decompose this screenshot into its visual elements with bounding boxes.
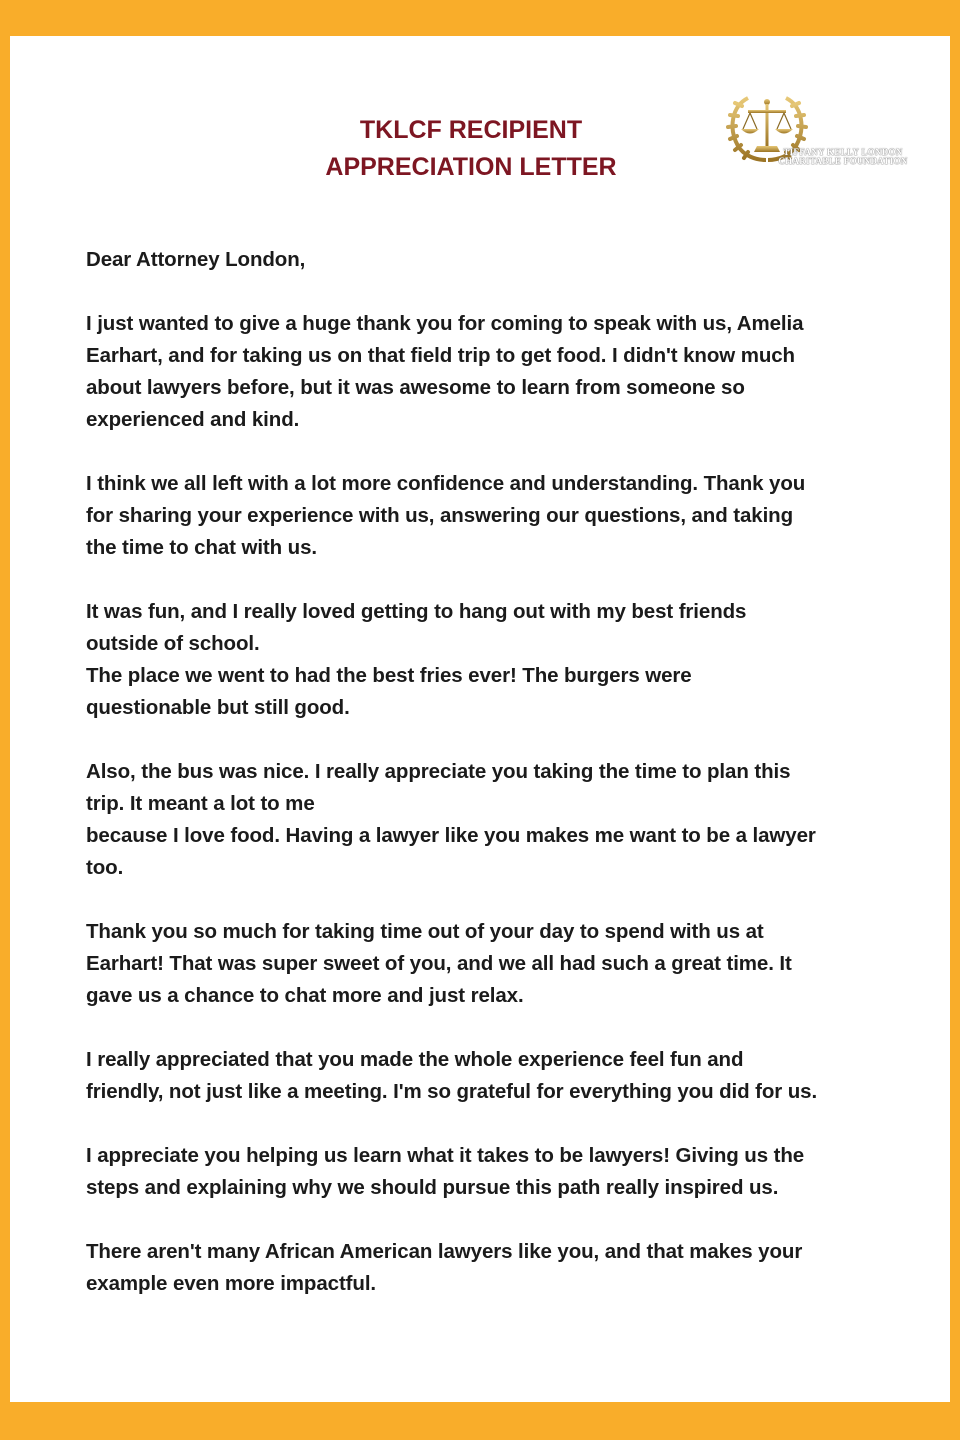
title-line-2: APPRECIATION LETTER <box>325 153 617 181</box>
paragraph-line: outside of school. <box>86 632 260 655</box>
paragraph-8 <box>86 1236 886 1300</box>
paragraph-line: I appreciate you helping us learn what it takes to be lawyers! Giving us the <box>86 1144 805 1167</box>
paragraph-line: Also, the bus was nice. I really appreciate you taking the time to plan this <box>86 760 791 783</box>
paragraph-7 <box>86 1140 886 1204</box>
paragraph-line: because I love food. Having a lawyer like you makes me want to be a lawyer <box>86 824 816 847</box>
logo-text <box>758 148 928 166</box>
paragraph-6 <box>86 1044 886 1108</box>
paragraph-2 <box>86 468 886 564</box>
paragraph-5 <box>86 916 886 1012</box>
paragraph-line: the time to chat with us. <box>86 536 317 559</box>
paragraph-line: too. <box>86 856 124 879</box>
salutation: Dear Attorney London, <box>86 248 306 271</box>
paragraph-line: The place we went to had the best fries ever! The burgers were <box>86 664 692 687</box>
paragraph-1 <box>86 308 886 436</box>
paragraph-line: I really appreciated that you made the whole experience feel fun and <box>86 1048 744 1071</box>
paragraph-line: questionable but still good. <box>86 696 350 719</box>
paragraph-line: steps and explaining why we should pursue this path really inspired us. <box>86 1176 779 1199</box>
foundation-logo <box>722 84 922 184</box>
paragraph-line: Thank you so much for taking time out of your day to spend with us at <box>86 920 764 943</box>
paragraph-line: about lawyers before, but it was awesome to learn from someone so <box>86 376 745 399</box>
letter-page <box>10 36 950 1402</box>
paragraph-line: friendly, not just like a meeting. I'm so grateful for everything you did for us. <box>86 1080 818 1103</box>
paragraph-line: It was fun, and I really loved getting to hang out with my best friends <box>86 600 747 623</box>
logo-text-line-2: CHARITABLE FOUNDATION <box>778 156 908 166</box>
paragraph-4 <box>86 756 886 884</box>
paragraph-line: for sharing your experience with us, answering our questions, and taking <box>86 504 794 527</box>
paragraph-line: I just wanted to give a huge thank you for coming to speak with us, Amelia <box>86 312 804 335</box>
paragraph-line: gave us a chance to chat more and just relax. <box>86 984 524 1007</box>
paragraph-line: There aren't many African American lawyers like you, and that makes your <box>86 1240 803 1263</box>
paragraph-line: I think we all left with a lot more confidence and understanding. Thank you <box>86 472 806 495</box>
paragraph-line: Earhart, and for taking us on that field trip to get food. I didn't know much <box>86 344 795 367</box>
title-line-1: TKLCF RECIPIENT <box>359 116 583 144</box>
paragraph-3 <box>86 596 886 724</box>
logo-text-line-1: TIFFANY KELLY LONDON <box>783 147 903 157</box>
paragraph-line: trip. It meant a lot to me <box>86 792 315 815</box>
paragraph-line: Earhart! That was super sweet of you, and we all had such a great time. It <box>86 952 792 975</box>
paragraph-line: experienced and kind. <box>86 408 300 431</box>
letter-body <box>86 244 886 1332</box>
paragraph-line: example even more impactful. <box>86 1272 377 1295</box>
